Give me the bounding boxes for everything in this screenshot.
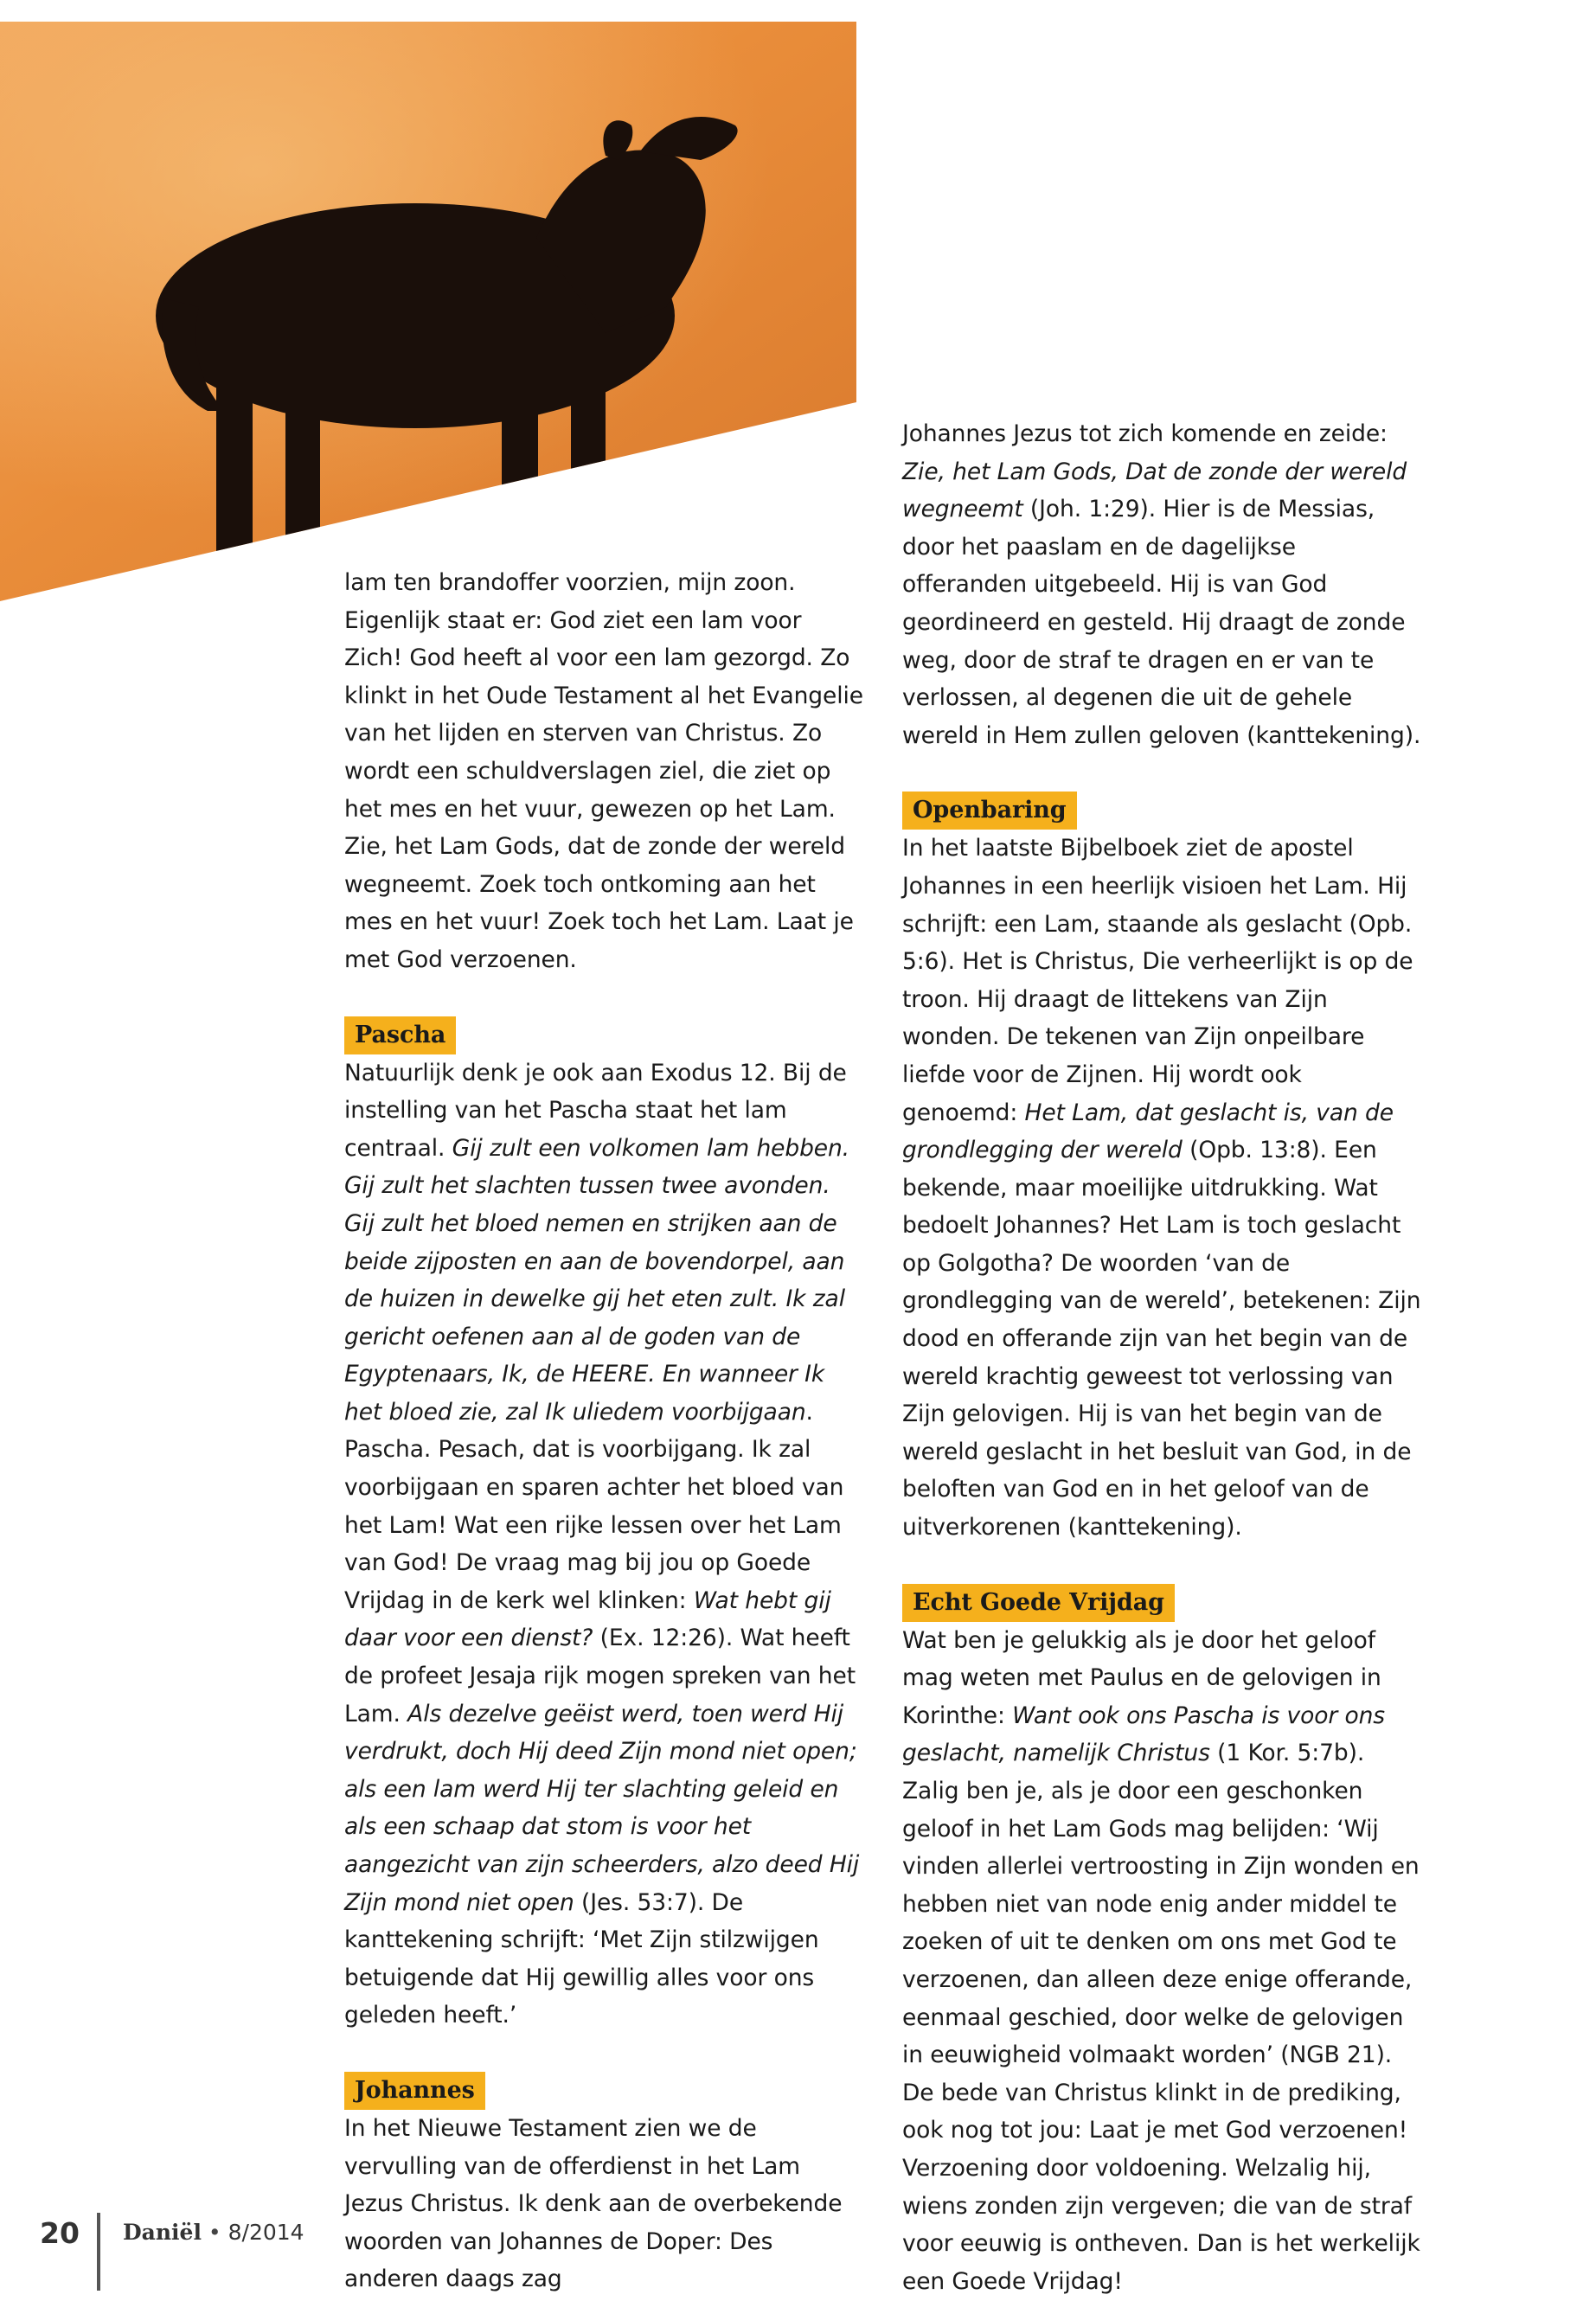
section-heading-openbaring: Openbaring <box>902 792 1077 830</box>
section-heading-pascha: Pascha <box>344 1016 456 1054</box>
johannes-paragraph: In het Nieuwe Testament zien we de vervulling van de offerdienst in het Lam Jezus Christus. Ik denk aan de overbekende woorden van Johannes de Doper: Des anderen daags zag <box>344 2114 843 2293</box>
left-column <box>344 564 863 2298</box>
closing-paragraph: De bede van Christus klinkt in de prediking, ook nog tot jou: Laat je met God verzoenen! Verzoening door voldoening. Welzalig hij, wiens zonden zijn vergeven; die van de straf voor eeuwig is ontheven. Dan is het werkelijk een Goede Vrijdag! <box>902 2079 1420 2295</box>
goede-vrijdag-paragraph: Wat ben je gelukkig als je door het geloof mag weten met Paulus en de gelovigen in Korinthe: Want ook ons Pascha is voor ons geslacht, namelijk Christus (1 Kor. 5:7b). Zalig ben je, als je door een geschonken geloof in het Lam Gods mag belijden: ‘Wij vinden allerlei vertroosting in Zijn wonden en hebben niet van node enig ander middel te zoeken of uit te denken om ons met God te verzoenen, dan alleen deze enige offerande, eenmaal geschied, door welke de gelovigen in eeuwigheid volmaakt worden’ (NGB 21). <box>902 1626 1420 2069</box>
issue-number: 8/2014 <box>228 2220 304 2245</box>
right-column <box>902 415 1421 2300</box>
section-heading-johannes: Johannes <box>344 2072 485 2110</box>
continued-paragraph: Johannes Jezus tot zich komende en zeide: Zie, het Lam Gods, Dat de zonde der wereld wegneemt (Joh. 1:29). Hier is de Messias, door het paaslam en de dagelijkse offeranden uitgebeeld. Hij is van God geordineerd en gesteld. Hij draagt de zonde weg, door de straf te dragen en er van te verlossen, al degenen die uit de gehele wereld in Hem zullen geloven (kanttekening). <box>902 420 1421 749</box>
header-photo <box>0 22 856 610</box>
section-heading-goede-vrijdag: Echt Goede Vrijdag <box>902 1584 1175 1622</box>
bullet-separator: • <box>208 2220 221 2245</box>
pascha-paragraph: Natuurlijk denk je ook aan Exodus 12. Bij de instelling van het Pascha staat het lam centraal. Gij zult een volkomen lam hebben. Gij zult het slachten tussen twee avonden. Gij zult het bloed nemen en strijken aan de beide zijposten en aan de bovendorpel, aan de huizen in dewelke gij het eten zult. Ik zal gericht oefenen aan al de goden van de Egyptenaars, Ik, de HEERE. En wanneer Ik het bloed zie, zal Ik uliedem voorbijgaan. Pascha. Pesach, dat is voorbijgang. Ik zal voorbijgaan en sparen achter het bloed van het Lam! Wat een rijke lessen over het Lam van God! De vraag mag bij jou op Goede Vrijdag in de kerk wel klinken: Wat hebt gij daar voor een dienst? (Ex. 12:26). Wat heeft de profeet Jesaja rijk mogen spreken van het Lam. Als dezelve geëist werd, toen werd Hij verdrukt, doch Hij deed Zijn mond niet open; als een lam werd Hij ter slachting geleid en als een schaap dat stom is voor het aangezicht van zijn scheerders, alzo deed Hij Zijn mond niet open (Jes. 53:7). De kanttekening schrijft: ‘Met Zijn stilzwijgen betuigende dat Hij gewillig alles voor ons geleden heeft.’ <box>344 1059 860 2029</box>
openbaring-paragraph: In het laatste Bijbelboek ziet de apostel Johannes in een heerlijk visioen het Lam. Hij schrijft: een Lam, staande als geslacht (Opb. 5:6). Het is Christus, Die verheerlijkt is op de troon. Hij draagt de littekens van Zijn wonden. De tekenen van Zijn onpeilbare liefde voor de Zijnen. Hij wordt ook genoemd: Het Lam, dat geslacht is, van de grondlegging der wereld (Opb. 13:8). Een bekende, maar moeilijke uitdrukking. Wat bedoelt Johannes? Het Lam is toch geslacht op Golgotha? De woorden ‘van de grondlegging van de wereld’, betekenen: Zijn dood en offerande zijn van het begin van de wereld krachtig geweest tot verlossing van Zijn gelovigen. Hij is van het begin van de wereld geslacht in het besluit van God, in de beloften van God en in het geloof van de uitverkorenen (kanttekening). <box>902 835 1421 1541</box>
intro-paragraph: lam ten brandoffer voorzien, mijn zoon. Eigenlijk staat er: God ziet een lam voor Zich! God heeft al voor een lam gezorgd. Zo klinkt in het Oude Testament al het Evangelie van het lijden en sterven van Christus. Zo wordt een schuldverslagen ziel, die ziet op het mes en het vuur, gewezen op het Lam. Zie, het Lam Gods, dat de zonde der wereld wegneemt. Zoek toch ontkoming aan het mes en het vuur! Zoek toch het Lam. Laat je met God verzoenen. <box>344 569 863 973</box>
page-number: 20 <box>40 2216 80 2250</box>
magazine-info <box>123 2220 304 2245</box>
magazine-name: Daniël <box>123 2220 202 2245</box>
sheep-silhouette-image <box>0 22 856 610</box>
footer-divider <box>97 2213 100 2291</box>
